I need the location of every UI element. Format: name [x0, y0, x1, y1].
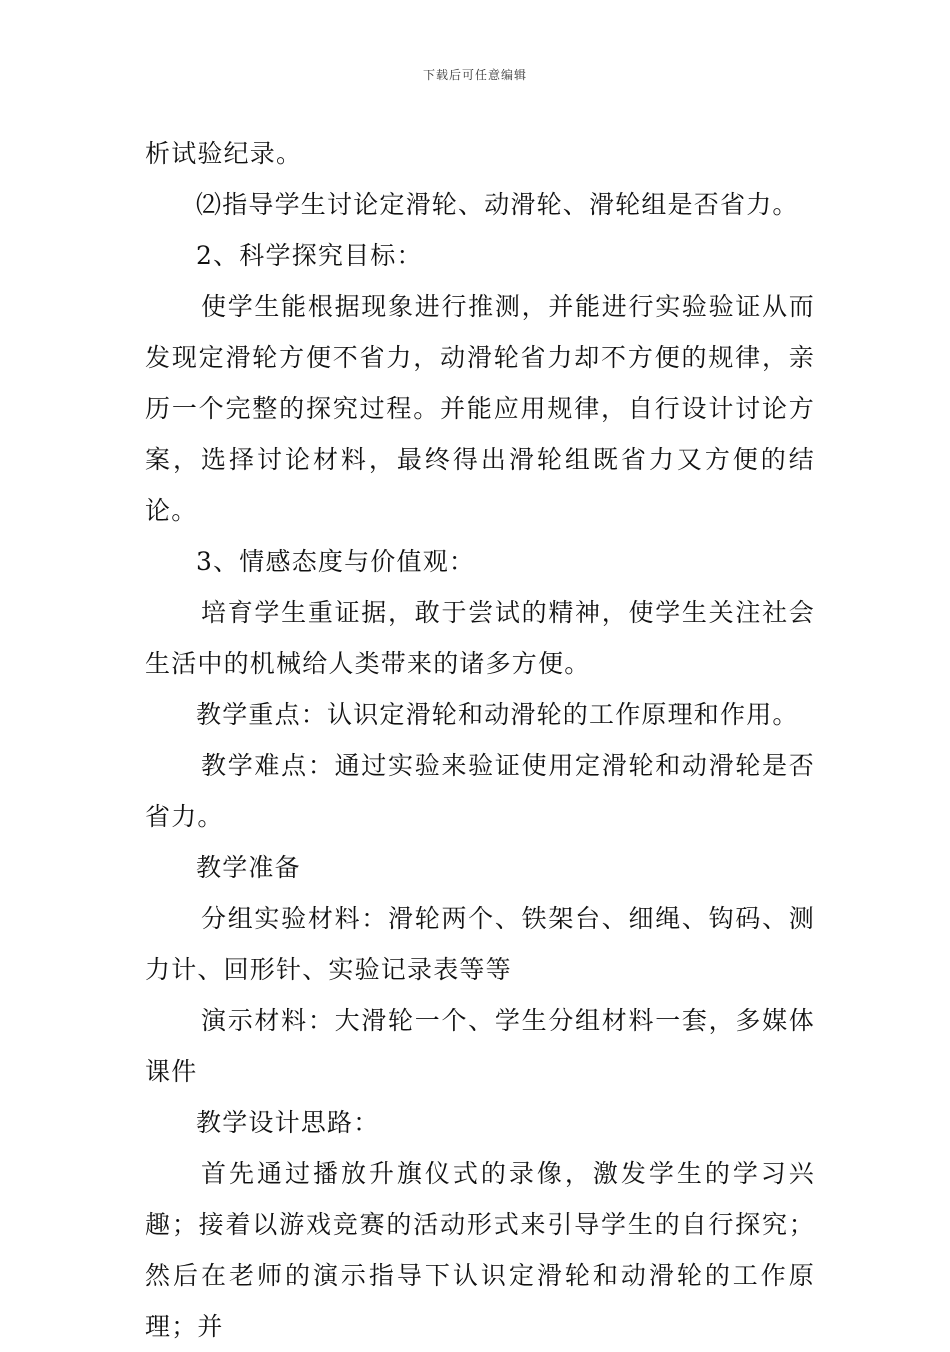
paragraph-demo-materials: 演示材料：大滑轮一个、学生分组材料一套，多媒体课件: [145, 1006, 815, 1086]
paragraph-key-point: 教学重点：认识定滑轮和动滑轮的工作原理和作用。: [196, 700, 799, 729]
section-heading-design: 教学设计思路：: [196, 1108, 380, 1137]
paragraph-2: ⑵指导学生讨论定滑轮、动滑轮、滑轮组是否省力。: [196, 190, 799, 219]
paragraph-attitude-goal: 培育学生重证据，敢于尝试的精神，使学生关注社会生活中的机械给人类带来的诸多方便。: [145, 598, 815, 678]
paragraph-difficulty: 教学难点：通过实验来验证使用定滑轮和动滑轮是否省力。: [145, 751, 815, 831]
section-heading-inquiry: 2、科学探究目标：: [196, 241, 423, 270]
page-header: 下载后可任意编辑: [422, 68, 527, 82]
paragraph-group-materials: 分组实验材料：滑轮两个、铁架台、细绳、钩码、测力计、回形针、实验记录表等等: [145, 904, 815, 984]
paragraph-inquiry-goal: 使学生能根据现象进行推测，并能进行实验验证从而发现定滑轮方便不省力，动滑轮省力却不方便的规律，亲历一个完整的探究过程。并能应用规律，自行设计讨论方案，选择讨论材料，最终得出滑轮组既省力又方便的结论。: [145, 292, 815, 525]
section-heading-attitude: 3、情感态度与价值观：: [196, 547, 476, 576]
document-body: [145, 128, 815, 1352]
paragraph-1: 析试验纪录。: [145, 139, 303, 168]
section-heading-preparation: 教学准备: [196, 853, 301, 882]
paragraph-design-idea: 首先通过播放升旗仪式的录像，激发学生的学习兴趣；接着以游戏竞赛的活动形式来引导学生的自行探究；然后在老师的演示指导下认识定滑轮和动滑轮的工作原理；并: [145, 1159, 815, 1341]
